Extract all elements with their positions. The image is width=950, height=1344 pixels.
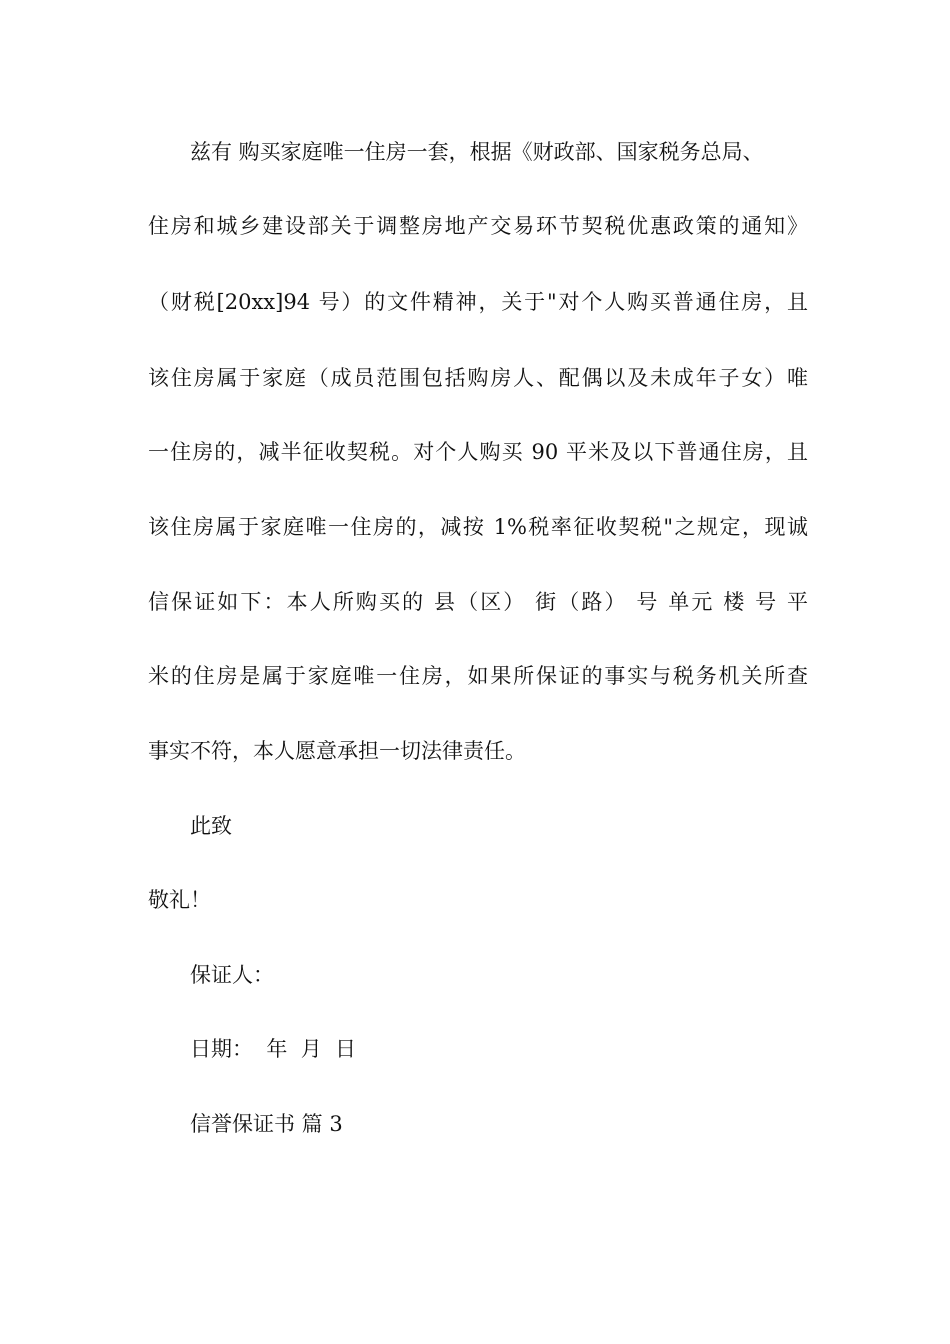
salutation-jing-li: 敬礼！: [148, 888, 211, 912]
body-line-4: 该住房属于家庭（成员范围包括购房人、配偶以及未成年子女）唯: [148, 366, 808, 390]
body-line-3: （财税[20xx]94 号）的文件精神，关于"对个人购买普通住房，且: [148, 290, 808, 314]
body-line-8: 米的住房是属于家庭唯一住房，如果所保证的事实与税务机关所查: [148, 664, 808, 688]
next-section-title: 信誉保证书 篇 3: [190, 1112, 343, 1136]
body-line-5: 一住房的，减半征收契税。对个人购买 90 平米及以下普通住房，且: [148, 440, 808, 464]
body-line-1: 兹有 购买家庭唯一住房一套，根据《财政部、国家税务总局、: [190, 140, 764, 164]
salutation-ci-zhi: 此致: [190, 814, 232, 838]
date-line: 日期： 年 月 日: [190, 1037, 357, 1061]
body-line-6: 该住房属于家庭唯一住房的，减按 1%税率征收契税"之规定，现诚: [148, 515, 808, 539]
guarantor-label: 保证人：: [190, 963, 274, 987]
body-line-7: 信保证如下：本人所购买的 县（区） 街（路） 号 单元 楼 号 平: [148, 590, 808, 614]
body-line-9: 事实不符，本人愿意承担一切法律责任。: [148, 739, 526, 763]
body-line-2: 住房和城乡建设部关于调整房地产交易环节契税优惠政策的通知》: [148, 214, 808, 238]
